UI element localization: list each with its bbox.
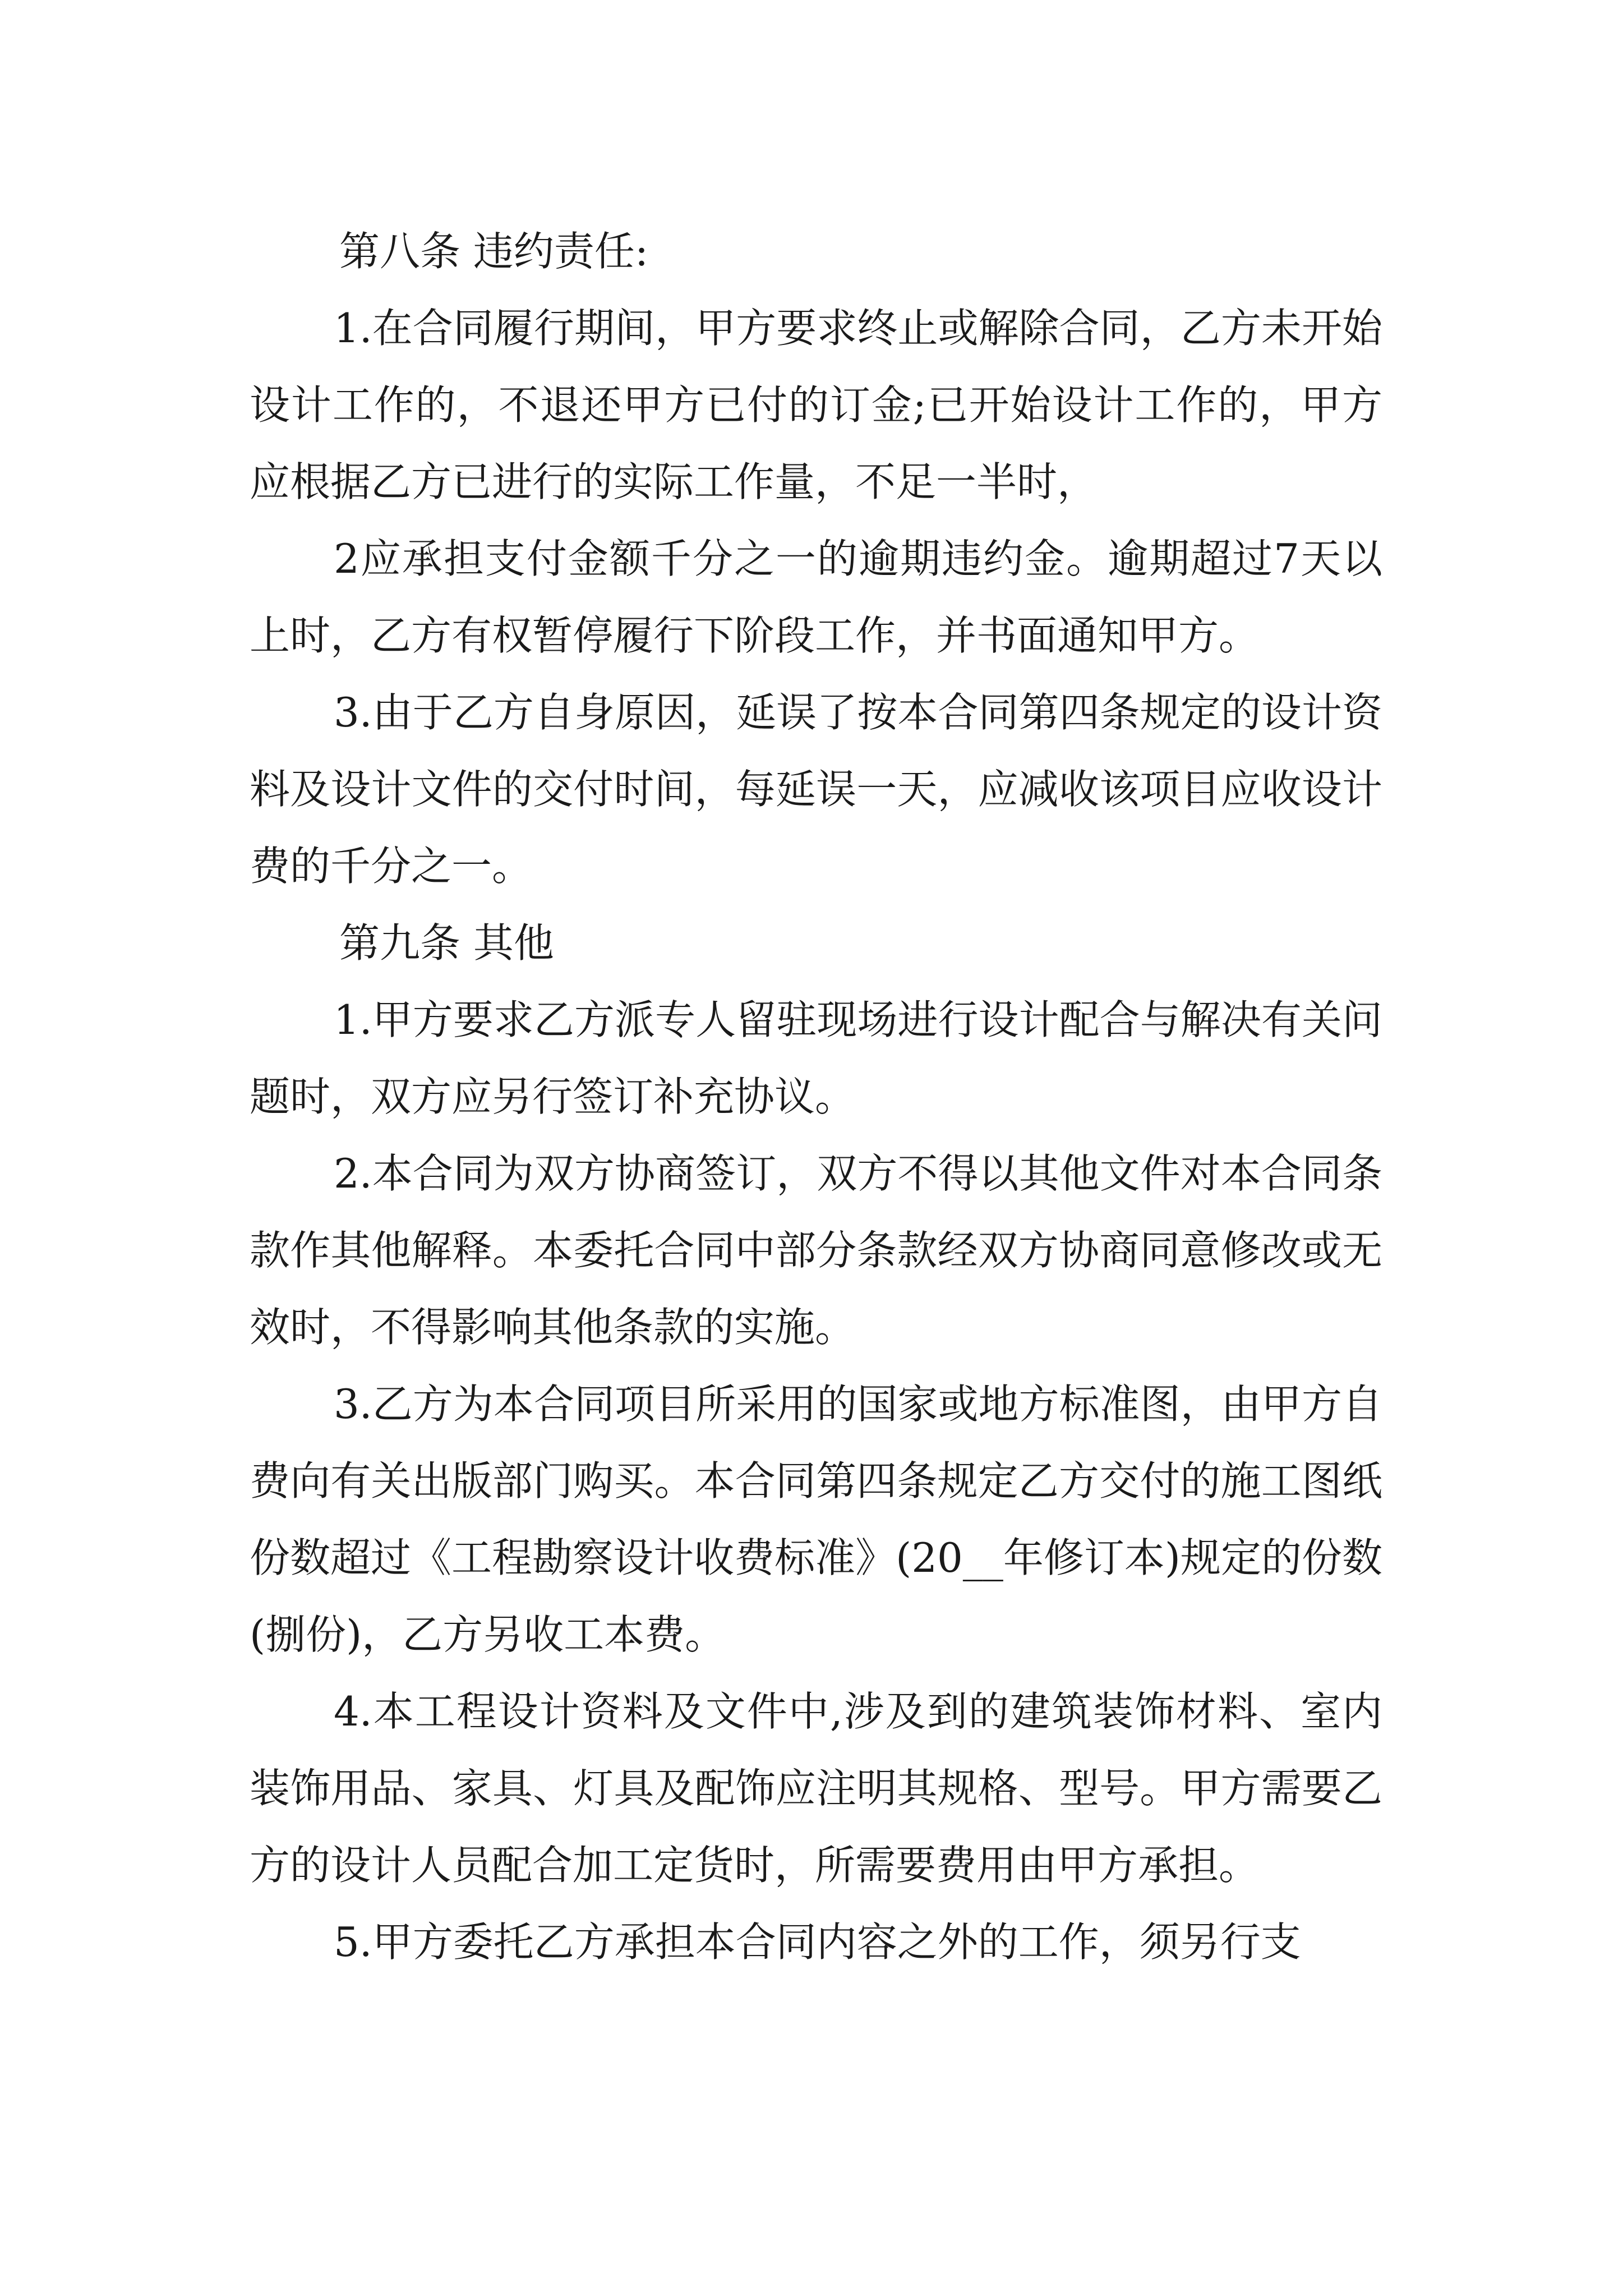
- article-9-clause-5: 5.甲方委托乙方承担本合同内容之外的工作，须另行支: [334, 1918, 1301, 1966]
- article-9-clause-2: 2.本合同为双方协商签订，双方不得以其他文件对本合同条款作其他解释。本委托合同中部分条款经双方协商同意修改或无效时，不得影响其他条款的实施。: [250, 1150, 1382, 1351]
- article-8-clause-3: 3.由于乙方自身原因，延误了按本合同第四条规定的设计资料及设计文件的交付时间，每延误一天，应减收该项目应收设计费的千分之一。: [250, 689, 1382, 890]
- article-9-clause-4: 4.本工程设计资料及文件中,涉及到的建筑装饰材料、室内装饰用品、家具、灯具及配饰应注明其规格、型号。甲方需要乙方的设计人员配合加工定货时，所需要费用由甲方承担。: [250, 1688, 1382, 1889]
- document-body: [250, 213, 1382, 1981]
- section-heading-article-9: 第九条 其他: [339, 919, 554, 967]
- article-8-clause-1: 1.在合同履行期间，甲方要求终止或解除合同，乙方未开始设计工作的，不退还甲方已付的订金;已开始设计工作的，甲方应根据乙方已进行的实际工作量，不足一半时，: [250, 305, 1382, 505]
- article-9-clause-3: 3.乙方为本合同项目所采用的国家或地方标准图，由甲方自费向有关出版部门购买。本合同第四条规定乙方交付的施工图纸份数超过《工程勘察设计收费标准》(20__年修订本)规定的份数(捌份)，乙方另收工本费。: [250, 1381, 1382, 1658]
- section-heading-article-8: 第八条 违约责任:: [339, 228, 649, 275]
- article-8-clause-2: 2应承担支付金额千分之一的逾期违约金。逾期超过7天以上时，乙方有权暂停履行下阶段工作，并书面通知甲方。: [250, 535, 1382, 659]
- article-9-clause-1: 1.甲方要求乙方派专人留驻现场进行设计配合与解决有关问题时，双方应另行签订补充协议。: [250, 996, 1382, 1120]
